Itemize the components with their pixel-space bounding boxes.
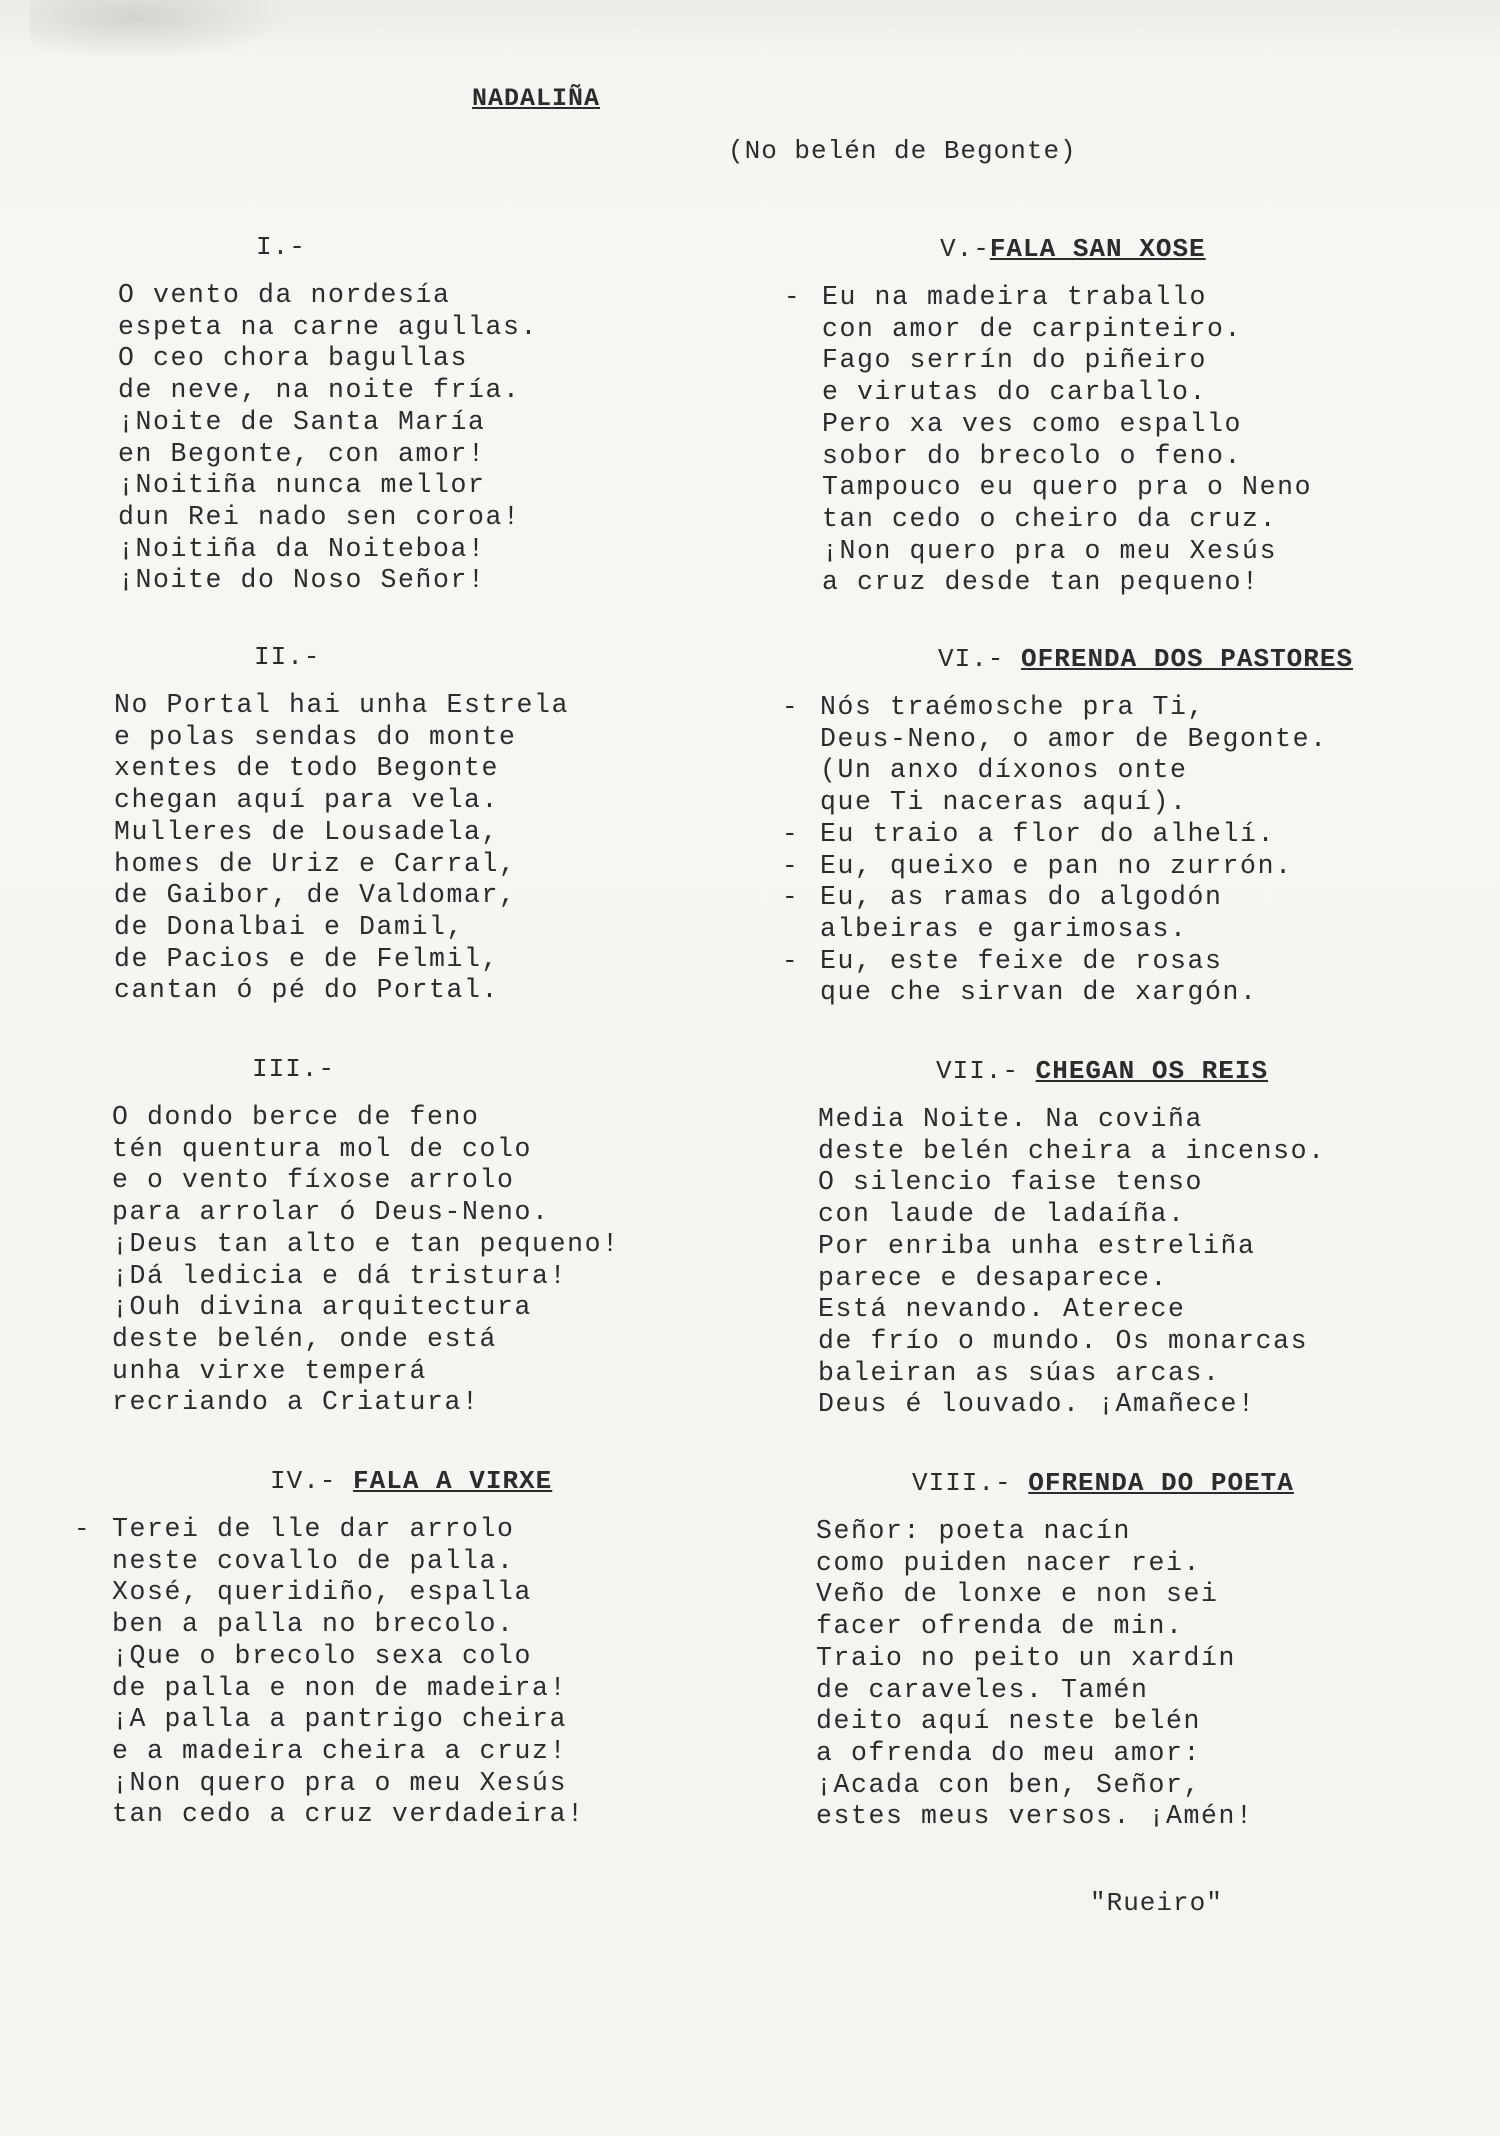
verse-line: parece e desaparece.: [818, 1262, 1169, 1293]
verse-line: O silencio faise tenso: [818, 1167, 1204, 1198]
verse-line: Fago serrín do piñeiro: [822, 345, 1208, 376]
stanza-2: [114, 642, 754, 1007]
verse-text: Eu, este feixe de rosas: [820, 945, 1223, 976]
verse-text: Eu, as ramas do algodón: [820, 882, 1223, 913]
verse-line: [782, 818, 1460, 851]
verse-line: Veño de lonxe e non sei: [816, 1579, 1219, 1610]
verse-line: de Gaibor, de Valdomar,: [114, 880, 517, 911]
stanza-8: [816, 1468, 1456, 1833]
author-signature: "Rueiro": [1090, 1888, 1223, 1918]
verse-line: de Pacios e de Felmil,: [114, 943, 500, 974]
verse-text: Nós traémosche pra Ti,: [820, 692, 1206, 722]
speech-dash: -: [782, 692, 800, 722]
verse-line: que Ti naceras aquí).: [820, 787, 1188, 818]
verse-line: de palla e non de madeira!: [112, 1672, 568, 1703]
verse-line: ¡Non quero pra o meu Xesús: [822, 535, 1278, 566]
verse-line: a cruz desde tan pequeno!: [822, 567, 1260, 598]
verse-line: ben a palla no brecolo.: [112, 1609, 515, 1640]
verse-line: Deus é louvado. ¡Amañece!: [818, 1389, 1256, 1420]
verse-line: [784, 282, 1462, 314]
verse-line: deito aquí neste belén: [816, 1706, 1202, 1737]
verse-line: ¡Noitiña da Noiteboa!: [118, 533, 486, 564]
verse-line: (Un anxo díxonos onte: [820, 755, 1188, 786]
stanza-heading-title: CHEGAN OS REIS: [1035, 1056, 1269, 1086]
stanza-number: I.-: [256, 232, 306, 262]
verse-line: Señor: poeta nacín: [816, 1516, 1132, 1546]
stanza-number: V.-: [940, 234, 990, 264]
verse-line: ¡A palla a pantrigo cheira: [112, 1704, 568, 1735]
speech-dash: -: [74, 1514, 92, 1544]
verse-line: albeiras e garimosas.: [820, 913, 1188, 944]
stanza-lines: [114, 690, 754, 1007]
stanza-heading: [938, 644, 1460, 674]
verse-line: neste covallo de palla.: [112, 1545, 515, 1576]
verse-line: tan cedo a cruz verdadeira!: [112, 1799, 585, 1830]
stanza-heading: [256, 232, 758, 262]
verse-line: xentes de todo Begonte: [114, 753, 500, 784]
speech-dash: -: [782, 945, 800, 976]
stanza-heading: [936, 1056, 1458, 1086]
stanza-heading: [940, 234, 1462, 264]
verse-line: e virutas do carballo.: [822, 377, 1208, 408]
verse-line: para arrolar ó Deus-Neno.: [112, 1197, 550, 1228]
verse-line: de frío o mundo. Os monarcas: [818, 1325, 1309, 1356]
verse-line: tén quentura mol de colo: [112, 1133, 533, 1164]
verse-line: e polas sendas do monte: [114, 721, 517, 752]
verse-line: unha virxe temperá: [112, 1355, 428, 1386]
verse-line: No Portal hai unha Estrela: [114, 690, 570, 720]
stanza-lines: [782, 692, 1460, 1009]
verse-line: Tampouco eu quero pra o Neno: [822, 472, 1313, 503]
verse-line: en Begonte, con amor!: [118, 438, 486, 469]
stanza-5: [784, 234, 1462, 599]
verse-line: que che sirvan de xargón.: [820, 977, 1258, 1008]
stanza-lines: [818, 1104, 1458, 1421]
verse-line: ¡Acada con ben, Señor,: [816, 1769, 1202, 1800]
verse-line: Xosé, queridiño, espalla: [112, 1577, 533, 1608]
speech-dash: -: [782, 882, 800, 913]
verse-line: como puiden nacer rei.: [816, 1547, 1202, 1578]
verse-line: ¡Noitiña nunca mellor: [118, 470, 486, 501]
stanza-4: [74, 1466, 752, 1831]
verse-text: Eu traio a flor do alhelí.: [820, 818, 1276, 849]
verse-line: dun Rei nado sen coroa!: [118, 501, 521, 532]
stanza-heading: [270, 1466, 752, 1496]
verse-text: Eu, queixo e pan no zurrón.: [820, 850, 1293, 881]
verse-line: a ofrenda do meu amor:: [816, 1737, 1202, 1768]
stanza-number: VIII.-: [912, 1468, 1012, 1498]
verse-line: facer ofrenda de min.: [816, 1611, 1184, 1642]
verse-line: con amor de carpinteiro.: [822, 313, 1243, 344]
verse-line: Está nevando. Aterece: [818, 1294, 1186, 1325]
verse-line: recriando a Criatura!: [112, 1387, 480, 1418]
stanza-lines: [784, 282, 1462, 599]
verse-line: Pero xa ves como espallo: [822, 408, 1243, 439]
verse-line: e o vento fíxose arrolo: [112, 1165, 515, 1196]
paper-crease: [30, 0, 290, 60]
stanza-number: IV.-: [270, 1466, 337, 1496]
speech-dash: -: [782, 818, 800, 849]
stanza-7: [818, 1056, 1458, 1421]
verse-line: ¡Ouh divina arquitectura: [112, 1292, 533, 1323]
verse-line: homes de Uriz e Carral,: [114, 848, 517, 879]
stanza-heading-title: OFRENDA DO POETA: [1028, 1468, 1294, 1498]
verse-line: sobor do brecolo o feno.: [822, 440, 1243, 471]
verse-line: ¡Que o brecolo sexa colo: [112, 1640, 533, 1671]
verse-line: cantan ó pé do Portal.: [114, 975, 500, 1006]
stanza-lines: [816, 1516, 1456, 1833]
stanza-heading: [912, 1468, 1456, 1498]
verse-line: con laude de ladaíña.: [818, 1199, 1186, 1230]
verse-line: [782, 850, 1460, 883]
stanza-lines: [112, 1102, 752, 1419]
verse-line: [782, 692, 1460, 724]
verse-line: estes meus versos. ¡Amén!: [816, 1801, 1254, 1832]
verse-line: ¡Noite de Santa María: [118, 406, 486, 437]
poem-title: NADALIÑA: [472, 84, 601, 113]
verse-line: chegan aquí para vela.: [114, 785, 500, 816]
verse-line: Media Noite. Na coviña: [818, 1104, 1204, 1134]
verse-line: Deus-Neno, o amor de Begonte.: [820, 723, 1328, 754]
verse-text: Eu na madeira traballo: [822, 282, 1208, 312]
verse-line: Mulleres de Lousadela,: [114, 816, 500, 847]
verse-line: ¡Noite do Noso Señor!: [118, 565, 486, 596]
speech-dash: -: [784, 282, 802, 312]
verse-line: ¡Non quero pra o meu Xesús: [112, 1767, 568, 1798]
stanza-number: VI.-: [938, 644, 1005, 674]
verse-line: e a madeira cheira a cruz!: [112, 1735, 568, 1766]
verse-line: tan cedo o cheiro da cruz.: [822, 503, 1278, 534]
verse-line: de caraveles. Tamén: [816, 1674, 1149, 1705]
stanza-lines: [74, 1514, 752, 1831]
stanza-heading-title: FALA A VIRXE: [353, 1466, 553, 1496]
stanza-heading: [252, 1054, 752, 1084]
poem-subtitle: (No belén de Begonte): [728, 136, 1077, 166]
verse-line: espeta na carne agullas.: [118, 311, 539, 342]
verse-line: deste belén, onde está: [112, 1323, 498, 1354]
verse-line: ¡Dá ledicia e dá tristura!: [112, 1260, 568, 1291]
stanza-6: [782, 644, 1460, 1009]
verse-line: O ceo chora bagullas: [118, 343, 469, 374]
verse-line: de Donalbai e Damil,: [114, 911, 465, 942]
stanza-number: III.-: [252, 1054, 336, 1084]
verse-line: Por enriba unha estreliña: [818, 1230, 1256, 1261]
verse-line: [782, 882, 1460, 914]
verse-line: ¡Deus tan alto e tan pequeno!: [112, 1228, 620, 1259]
stanza-number: VII.-: [936, 1056, 1020, 1086]
verse-line: baleiran as súas arcas.: [818, 1357, 1221, 1388]
verse-line: O vento da nordesía: [118, 280, 451, 310]
speech-dash: -: [782, 850, 800, 881]
stanza-1: [118, 232, 758, 597]
stanza-number: II.-: [254, 642, 321, 672]
verse-line: [74, 1514, 752, 1546]
verse-line: [782, 945, 1460, 978]
stanza-3: [112, 1054, 752, 1419]
stanza-heading-title: OFRENDA DOS PASTORES: [1021, 644, 1354, 674]
verse-line: de neve, na noite fría.: [118, 375, 521, 406]
stanza-heading-title: FALA SAN XOSE: [989, 234, 1206, 264]
verse-line: deste belén cheira a incenso.: [818, 1135, 1326, 1166]
verse-line: O dondo berce de feno: [112, 1102, 480, 1132]
stanza-heading: [254, 642, 754, 672]
verse-text: Terei de lle dar arrolo: [112, 1514, 515, 1544]
verse-line: Traio no peito un xardín: [816, 1642, 1237, 1673]
stanza-lines: [118, 280, 758, 597]
